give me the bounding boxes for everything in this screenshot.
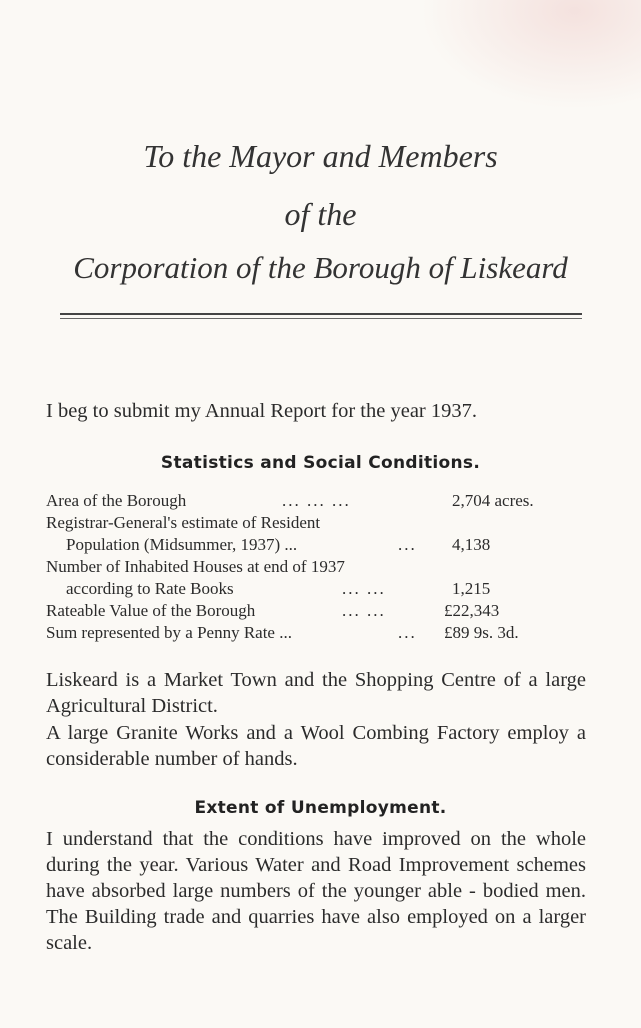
stat-label: Area of the Borough	[46, 491, 187, 510]
heading-line-3: Corporation of the Borough of Liskeard	[73, 250, 568, 285]
stat-label: Population (Midsummer, 1937) ...	[66, 535, 298, 554]
stat-value: 1,215	[452, 579, 491, 598]
stat-row	[46, 512, 586, 534]
stat-value: £22,343	[444, 601, 500, 620]
stat-leader: ... ...	[342, 601, 386, 620]
heading-line-1: To the Mayor and Members	[143, 138, 498, 174]
stat-value: 4,138	[452, 535, 491, 554]
unemployment-text: I understand that the conditions have improved on the whole during the year. Various Water and Road Improvement schemes have absorbed large numbers of the younger able - bodied men. The Building trade and quarries have also employed on a larger scale.	[46, 828, 586, 954]
stat-leader: ...	[398, 623, 417, 642]
intro-text: I beg to submit my Annual Report for the year 1937.	[46, 400, 477, 422]
statistics-title: Statistics and Social Conditions.	[160, 453, 481, 473]
heading-line-2: of the	[284, 196, 357, 232]
divider-rule	[60, 313, 582, 315]
statistics-table	[46, 490, 586, 644]
stat-label: Sum represented by a Penny Rate ...	[46, 623, 292, 642]
stat-row	[46, 622, 586, 644]
stat-label: Registrar-General's estimate of Resident	[46, 513, 321, 532]
paper-stain	[420, 0, 641, 110]
stat-row	[46, 578, 586, 600]
stat-leader: ... ...	[342, 579, 386, 598]
unemployment-title: Extent of Unemployment.	[194, 798, 447, 818]
stat-leader: ... ... ...	[282, 491, 351, 510]
stat-row	[46, 600, 586, 622]
paragraph-town: Liskeard is a Market Town and the Shopping Centre of a large Agricultural District.	[46, 669, 586, 717]
stat-leader: ...	[398, 535, 417, 554]
stat-label: Rateable Value of the Borough	[46, 601, 256, 620]
stat-row	[46, 534, 586, 556]
paragraph-industry: A large Granite Works and a Wool Combing Factory employ a considerable number of hands.	[46, 722, 586, 770]
divider-rule-thin	[60, 318, 582, 319]
stat-row	[46, 556, 586, 578]
stat-label: Number of Inhabited Houses at end of 1937	[46, 557, 345, 576]
stat-value: 2,704 acres.	[452, 491, 534, 510]
stat-label: according to Rate Books	[66, 579, 234, 598]
stat-row	[46, 490, 586, 512]
stat-value: £89 9s. 3d.	[444, 623, 519, 642]
